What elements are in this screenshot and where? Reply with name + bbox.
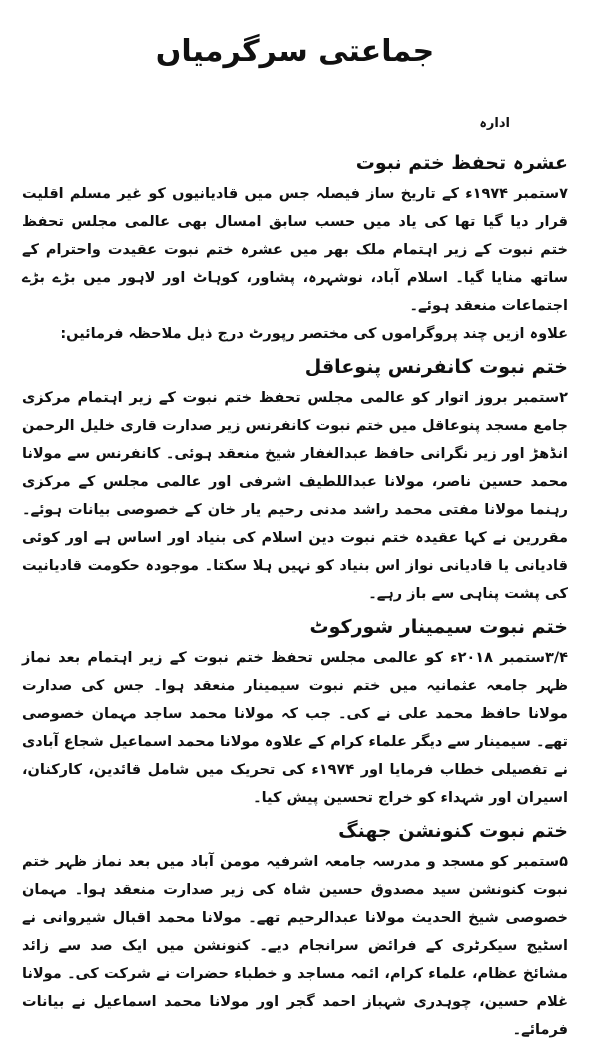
section-jhang bbox=[22, 816, 568, 1044]
section-paragraph: ۷ستمبر ۱۹۷۴ء کے تاریخ ساز فیصلہ جس میں قادیانیوں کو غیر مسلم اقلیت قرار دیا گیا تھا کی یاد میں حسب سابق امسال بھی عالمی مجلس تحفظ ختم نبوت کے زیر اہتمام ملک بھر میں عشرہ ختم نبوت عقیدت واحترام کے ساتھ منایا گیا۔ اسلام آباد، نوشہرہ، پشاور، کوہاٹ اور لاہور میں بڑے بڑے اجتماعات منعقد ہوئے۔ bbox=[22, 186, 568, 314]
section-pano-aqil bbox=[22, 352, 568, 608]
section-heading: عشرہ تحفظ ختم نبوت bbox=[355, 152, 568, 174]
section-ashra bbox=[22, 148, 568, 348]
section-heading: ختم نبوت کنونشن جھنگ bbox=[338, 820, 568, 842]
section-shorkot bbox=[22, 612, 568, 812]
section-note: علاوہ ازیں چند پروگراموں کی مختصر رپورٹ درج ذیل ملاحظہ فرمائیں: bbox=[60, 326, 568, 342]
article-title: جماعتی سرگرمیاں bbox=[155, 34, 435, 69]
section-heading: ختم نبوت کانفرنس پنوعاقل bbox=[304, 356, 568, 378]
section-heading: ختم نبوت سیمینار شورکوٹ bbox=[309, 616, 568, 638]
article-author: ادارہ bbox=[479, 116, 510, 131]
section-paragraph: ۲ستمبر بروز اتوار کو عالمی مجلس تحفظ ختم نبوت کے زیر اہتمام مرکزی جامع مسجد پنوعاقل میں ختم نبوت کانفرنس زیر صدارت قاری خلیل الرحمن انڈھڑ اور زیر نگرانی حافظ عبدالغفار شیخ منعقد ہوئی۔ کانفرنس سے مولانا محمد حسین ناصر، مولانا عبداللطیف اشرفی اور عالمی مجلس کے مرکزی رہنما مولانا مفتی محمد راشد مدنی رحیم یار خان کے خصوصی بیانات ہوئے۔ مقررین نے کہا عقیدہ ختم نبوت دین اسلام کی بنیاد اور اساس ہے اور کوئی قادیانی یا قادیانی نواز اس بنیاد کو نہیں ہلا سکتا۔ موجودہ حکومت قادیانیت کی پشت پناہی سے باز رہے۔ bbox=[22, 390, 568, 602]
section-paragraph: ۵ستمبر کو مسجد و مدرسہ جامعہ اشرفیہ مومن آباد میں بعد نماز ظہر ختم نبوت کنونشن سید مصدوق حسین شاہ کی زیر صدارت منعقد ہوا۔ مہمان خصوصی شیخ الحدیث مولانا عبدالرحیم تھے۔ مولانا محمد اقبال شیروانی نے اسٹیج سیکرٹری کے فرائض سرانجام دیے۔ کنونشن میں ایک صد سے زائد مشائخ عظام، علماء کرام، ائمہ مساجد و خطباء حضرات نے شرکت کی۔ مولانا غلام حسین، چوہدری شہباز احمد گجر اور مولانا محمد اسماعیل نے بیانات فرمائے۔ bbox=[22, 854, 568, 1038]
section-paragraph: ۳/۴ستمبر ۲۰۱۸ء کو عالمی مجلس تحفظ ختم نبوت کے زیر اہتمام بعد نماز ظہر جامعہ عثمانیہ میں ختم نبوت سیمینار منعقد ہوا۔ جس کی صدارت مولانا حافظ محمد علی نے کی۔ جب کہ مولانا محمد ساجد مہمان خصوصی تھے۔ سیمینار سے دیگر علماء کرام کے علاوہ مولانا محمد اسماعیل شجاع آبادی نے تفصیلی خطاب فرمایا اور ۱۹۷۴ء کی تحریک میں شامل قائدین، کارکنان، اسیران اور شہداء کو خراج تحسین پیش کیا۔ bbox=[22, 650, 568, 806]
